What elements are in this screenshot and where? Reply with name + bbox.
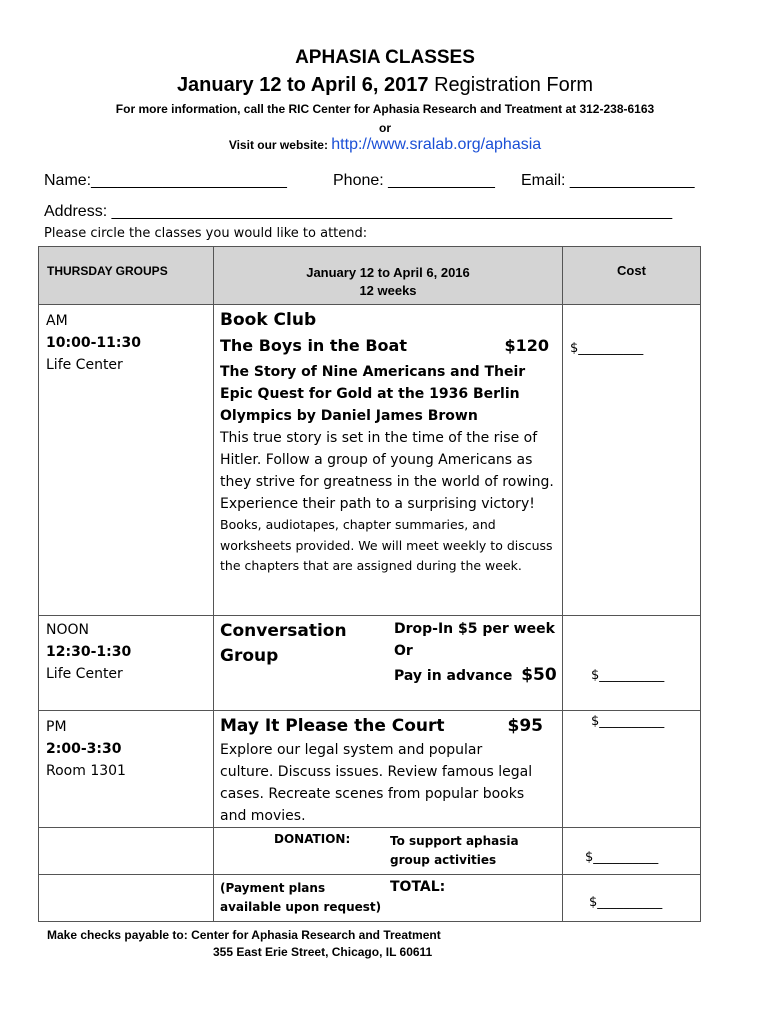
address-field[interactable]: Address: _______________________________________________________________ xyxy=(44,203,673,220)
or-label: Or xyxy=(394,643,413,659)
class-title-line2: Group xyxy=(220,646,279,666)
place-label: Room 1301 xyxy=(46,763,126,779)
donation-cost-cell[interactable] xyxy=(563,828,701,875)
visit-label: Visit our website: xyxy=(228,138,332,152)
dropin-price: Drop-In $5 per week xyxy=(394,621,555,637)
cost-blank[interactable]: $__________ xyxy=(585,850,659,865)
cost-blank[interactable]: $__________ xyxy=(591,668,665,683)
table-row-noon xyxy=(39,616,701,711)
payment-note: (Payment plans available upon request) xyxy=(220,881,382,914)
mailing-address: 355 East Erie Street, Chicago, IL 60611 xyxy=(213,945,433,959)
date-range: January 12 to April 6, 2017 xyxy=(176,74,429,96)
time-label: 10:00-11:30 xyxy=(46,335,141,351)
total-cost-cell[interactable] xyxy=(563,875,701,922)
phone-field[interactable]: Phone: ____________ xyxy=(333,172,495,189)
header-dates: January 12 to April 6, 2016 12 weeks xyxy=(214,247,563,305)
book-subtitle: The Boys in the Boat xyxy=(220,336,407,355)
header-thursday-groups: THURSDAY GROUPS xyxy=(39,247,214,305)
empty-cell xyxy=(39,828,214,875)
class-title: Conversation xyxy=(220,621,347,641)
page-title: APHASIA CLASSES xyxy=(295,47,475,68)
class-title: May It Please the Court xyxy=(220,716,445,736)
form-label: Registration Form xyxy=(428,74,594,96)
checks-payable: Make checks payable to: Center for Aphasia Research and Treatment xyxy=(47,928,441,942)
total-cell xyxy=(214,875,563,922)
form-subtitle xyxy=(0,74,770,97)
advance-price: $50 xyxy=(521,665,557,685)
time-label: 2:00-3:30 xyxy=(46,741,122,757)
class-description: Explore our legal system and popular culture. Discuss issues. Review famous legal cases. Recreate scenes from popular books and movies. xyxy=(220,742,533,824)
legal-class-cell[interactable] xyxy=(214,711,563,828)
class-title: Book Club xyxy=(220,310,317,330)
time-label: 12:30-1:30 xyxy=(46,644,132,660)
noon-time-cell xyxy=(39,616,214,711)
name-field[interactable]: Name:______________________ xyxy=(44,172,287,189)
class-description: This true story is set in the time of the rise of Hitler. Follow a group of young Americans as they strive for greatness in the world of rowing. Experience their path to a surprising victory! xyxy=(220,430,554,512)
table-row-pm xyxy=(39,711,701,828)
email-field[interactable]: Email: ______________ xyxy=(521,172,695,189)
noon-cost-cell[interactable] xyxy=(563,616,701,711)
book-club-cell[interactable] xyxy=(214,305,563,616)
pm-time-cell xyxy=(39,711,214,828)
cost-blank[interactable]: $__________ xyxy=(591,714,665,729)
total-label: TOTAL: xyxy=(390,879,446,895)
period-label: PM xyxy=(46,719,67,735)
place-label: Life Center xyxy=(46,666,123,682)
advance-label: Pay in advance xyxy=(394,668,513,684)
period-label: AM xyxy=(46,313,68,329)
cost-blank[interactable]: $__________ xyxy=(589,895,663,910)
cost-blank[interactable]: $__________ xyxy=(570,341,644,356)
class-table xyxy=(38,246,701,922)
class-price: $95 xyxy=(507,716,543,736)
conversation-group-cell[interactable] xyxy=(214,616,563,711)
website-line xyxy=(0,136,770,154)
period-label: NOON xyxy=(46,622,89,638)
am-cost-cell[interactable] xyxy=(563,305,701,616)
donation-description: To support aphasia group activities xyxy=(390,834,519,867)
am-time-cell xyxy=(39,305,214,616)
table-row-donation xyxy=(39,828,701,875)
donation-cell xyxy=(214,828,563,875)
header-cost: Cost xyxy=(563,247,701,305)
table-row-total xyxy=(39,875,701,922)
book-description: The Story of Nine Americans and Their Epic Quest for Gold at the 1936 Berlin Olympics by Daniel James Brown xyxy=(220,364,526,424)
or-text: or xyxy=(379,121,391,135)
class-notes: Books, audiotapes, chapter summaries, and worksheets provided. We will meet weekly to discuss the chapters that are assigned during the week. xyxy=(220,517,553,573)
info-line: For more information, call the RIC Center for Aphasia Research and Treatment at 312-238-6163 xyxy=(115,102,655,116)
empty-cell xyxy=(39,875,214,922)
class-price: $120 xyxy=(504,336,549,355)
pm-cost-cell[interactable] xyxy=(563,711,701,828)
place-label: Life Center xyxy=(46,357,123,373)
table-row-am xyxy=(39,305,701,616)
circle-instructions: Please circle the classes you would like to attend: xyxy=(44,226,368,241)
website-link[interactable]: http://www.sralab.org/aphasia xyxy=(331,136,542,153)
donation-label: DONATION: xyxy=(274,832,351,846)
